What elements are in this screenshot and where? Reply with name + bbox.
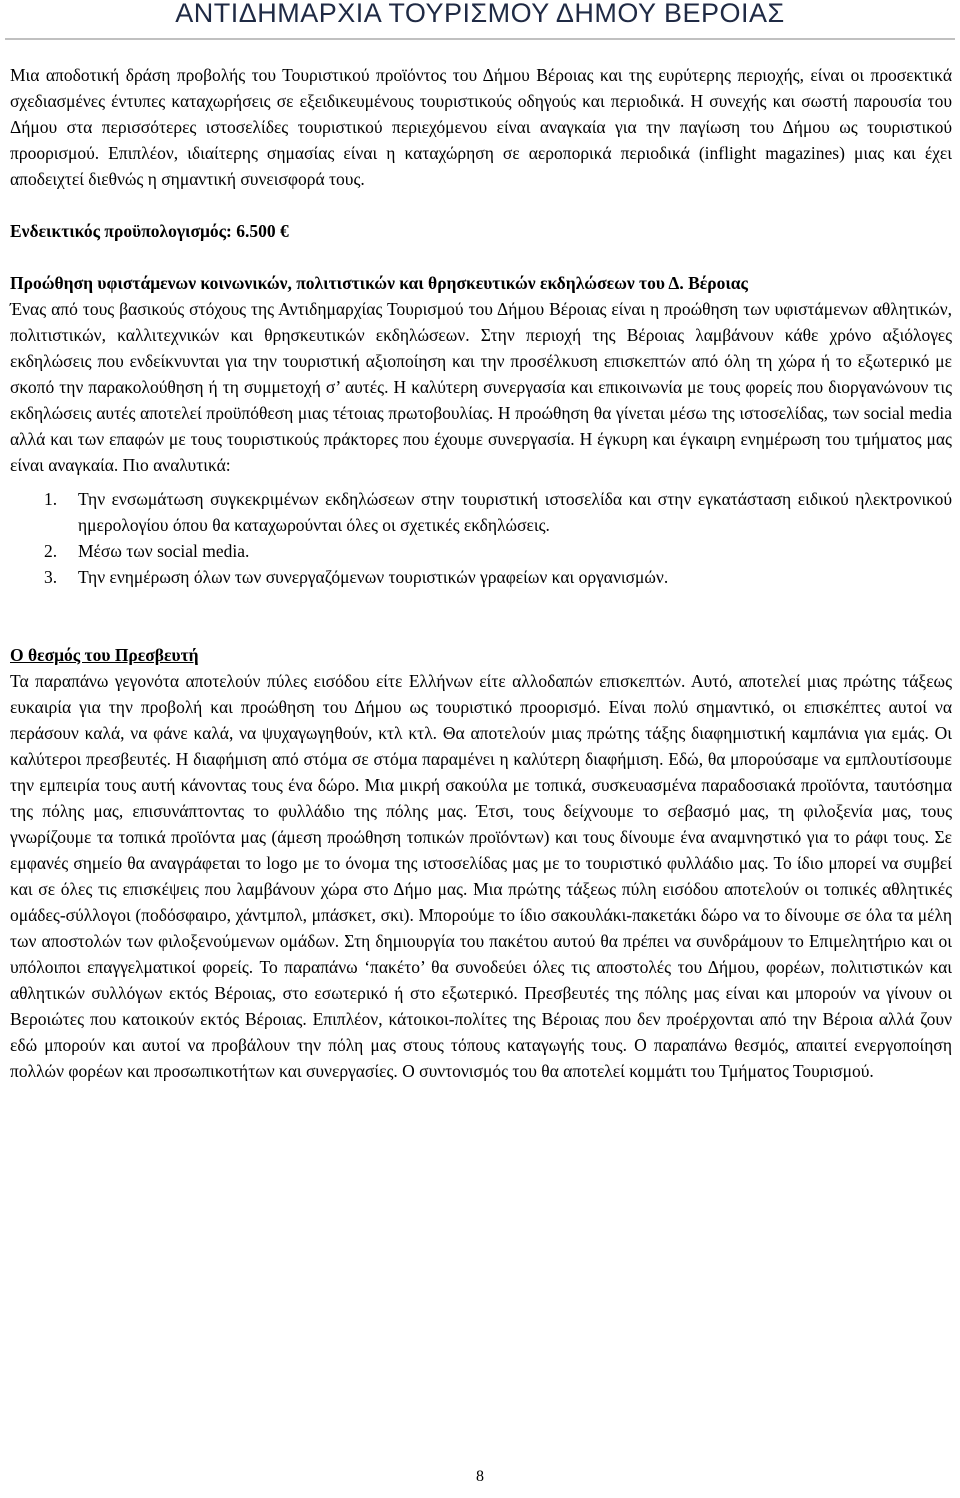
list-item-number: 3. (44, 567, 58, 587)
list-item (10, 564, 952, 590)
list-item-text: Την ενημέρωση όλων των συνεργαζόμενων τουριστικών γραφείων και οργανισμών. (78, 567, 669, 587)
page-header-title: ΑΝΤΙΔΗΜΑΡΧΙΑ ΤΟΥΡΙΣΜΟΥ ΔΗΜΟΥ ΒΕΡΟΙΑΣ (175, 0, 785, 28)
list-item-number: 2. (44, 541, 58, 561)
list-item-text: Μέσω των social media. (78, 541, 250, 561)
budget-line: Ενδεικτικός προϋπολογισμός: 6.500 € (10, 221, 289, 241)
section-heading-ambassador: Ο θεσμός του Πρεσβευτή (10, 645, 199, 665)
intro-paragraph: Μια αποδοτική δράση προβολής του Τουριστικού προϊόντος του Δήμου Βέροιας και της ευρύτερης περιοχής, είναι οι προσεκτικά σχεδιασμένες έντυπες καταχωρήσεις σε εξειδικευμένους τουριστικούς οδηγούς και περιοδικά. Η συνεχής και σωστή παρουσία του Δήμου στα περισσότερες ιστοσελίδες τουριστικού περιεχόμενου είναι αναγκαία για την παγίωση του Δήμου ως τουριστικού προορισμού. Επιπλέον, ιδιαίτερης σημασίας είναι η καταχώρηση σε αεροπορικά περιοδικά (inflight magazines) μιας και έχει αποδειχτεί διεθνώς η σημαντική συνεισφορά τους. (10, 65, 952, 189)
events-list (10, 486, 952, 590)
section-paragraph-events: Ένας από τους βασικούς στόχους της Αντιδημαρχίας Τουρισμού του Δήμου Βέροιας είναι η προώθηση των υφιστάμενων αθλητικών, πολιτιστικών, καλλιτεχνικών και θρησκευτικών εκδηλώσεων. Στην περιοχή της Βέροιας λαμβάνουν κάθε χρόνο αξιόλογες εκδηλώσεις που ενδείκνυνται για την τουριστική αξιοποίηση και την προσέλκυση επισκεπτών από όλη τη χώρα ή το εξωτερικό με σκοπό την παρακολούθηση ή τη συμμετοχή σ’ αυτές. Η καλύτερη συνεργασία και επικοινωνία με τους φορείς που διοργανώνουν τις εκδηλώσεις αυτές αποτελεί προϋπόθεση μιας τέτοιας πρωτοβουλίας. Η προώθηση θα γίνεται μέσω της ιστοσελίδας, των social media αλλά και των επαφών με τους τουριστικούς πράκτορες που έχουμε συνεργασία. Η έγκυρη και έγκαιρη ενημέρωση του τμήματος μας είναι αναγκαία. Πιο αναλυτικά: (10, 299, 952, 475)
page-content (10, 62, 952, 1084)
section-heading-events: Προώθηση υφιστάμενων κοινωνικών, πολιτιστικών και θρησκευτικών εκδηλώσεων του Δ. Βέροιας (10, 273, 748, 293)
list-item-number: 1. (44, 489, 58, 509)
list-item (10, 486, 952, 538)
list-item-text: Την ενσωμάτωση συγκεκριμένων εκδηλώσεων στην τουριστική ιστοσελίδα και στην εγκατάσταση ειδικού ηλεκτρονικού ημερολογίου όπου θα καταχωρούνται όλες οι σχετικές εκδηλώσεις. (78, 489, 952, 535)
page-number: 8 (476, 1468, 484, 1485)
section-paragraph-ambassador: Τα παραπάνω γεγονότα αποτελούν πύλες εισόδου είτε Ελλήνων είτε αλλοδαπών επισκεπτών. Αυτό, αποτελεί μιας πρώτης τάξεως ευκαιρία για την προβολή και προώθηση του Δήμου ως τουριστικό προορισμό. Είναι πολύ σημαντικό, οι επισκέπτες αυτοί να περάσουν καλά, να φάνε καλά, να ψυχαγωγηθούν, κτλ κτλ. Θα αποτελούν μιας πρώτης τάξης διαφημιστική καμπάνια για εμάς. Οι καλύτεροι πρεσβευτές. Η διαφήμιση από στόμα σε στόμα παραμένει η καλύτερη διαφήμιση. Εδώ, θα μπορούσαμε να εμπλουτίσουμε την εμπειρία τους αυτή κάνοντας τους ένα δώρο. Μια μικρή σακούλα με τοπικά, συσκευασμένα παραδοσιακά προϊόντα, ταυτόσημα της πόλης μας, επισυνάπτοντας το φυλλάδιο της πόλης μας. Έτσι, τους δείχνουμε το σεβασμό μας, τη φιλοξενία μας, τους γνωρίζουμε τα τοπικά προϊόντα μας (άμεση προώθηση τοπικών προϊόντων) και τους δίνουμε ένα αναμνηστικό για το ράφι τους. Σε εμφανές σημείο θα αναγράφεται το logo με το όνομα της ιστοσελίδας μας με το τουριστικό φυλλάδιο μας. Το ίδιο μπορεί να συμβεί και σε όλες τις επισκέψεις που λαμβάνουν χώρα στο Δήμο μας. Μια πρώτης τάξεως πύλη εισόδου αποτελούν οι τοπικές αθλητικές ομάδες-σύλλογοι (ποδόσφαιρο, χάντμπολ, μπάσκετ, σκι). Μπορούμε το ίδιο σακουλάκι-πακετάκι δώρο να το δίνουμε σε όλα τα μέλη των αποστολών των φιλοξενούμενων ομάδων. Στη δημιουργία του πακέτου αυτού θα πρέπει να συνδράμουν το Επιμελητήριο και οι υπόλοιποι επαγγελματικοί φορείς. Το παραπάνω ‘πακέτο’ θα συνοδεύει όλες τις αποστολές του Δήμου, φορέων, πολιτιστικών και αθλητικών συλλόγων εκτός Βέροιας, στο εσωτερικό ή στο εξωτερικό. Πρεσβευτές της πόλης μας είναι και μπορούν να γίνουν οι Βεροιώτες που κατοικούν εκτός Βέροιας. Επιπλέον, κάτοικοι-πολίτες της Βέροιας που δεν προέρχονται από την Βέροια αλλά ζουν εδώ μπορούν και αυτοί να προβάλουν την πόλη μας στους τόπους καταγωγής τους. Ο παραπάνω θεσμός, απαιτεί ενεργοποίηση πολλών φορέων και προσωπικοτήτων και συνεργασίες. Ο συντονισμός του θα αποτελεί κομμάτι του Τμήματος Τουρισμού. (10, 671, 952, 1081)
header-divider (5, 38, 955, 40)
list-item (10, 538, 952, 564)
